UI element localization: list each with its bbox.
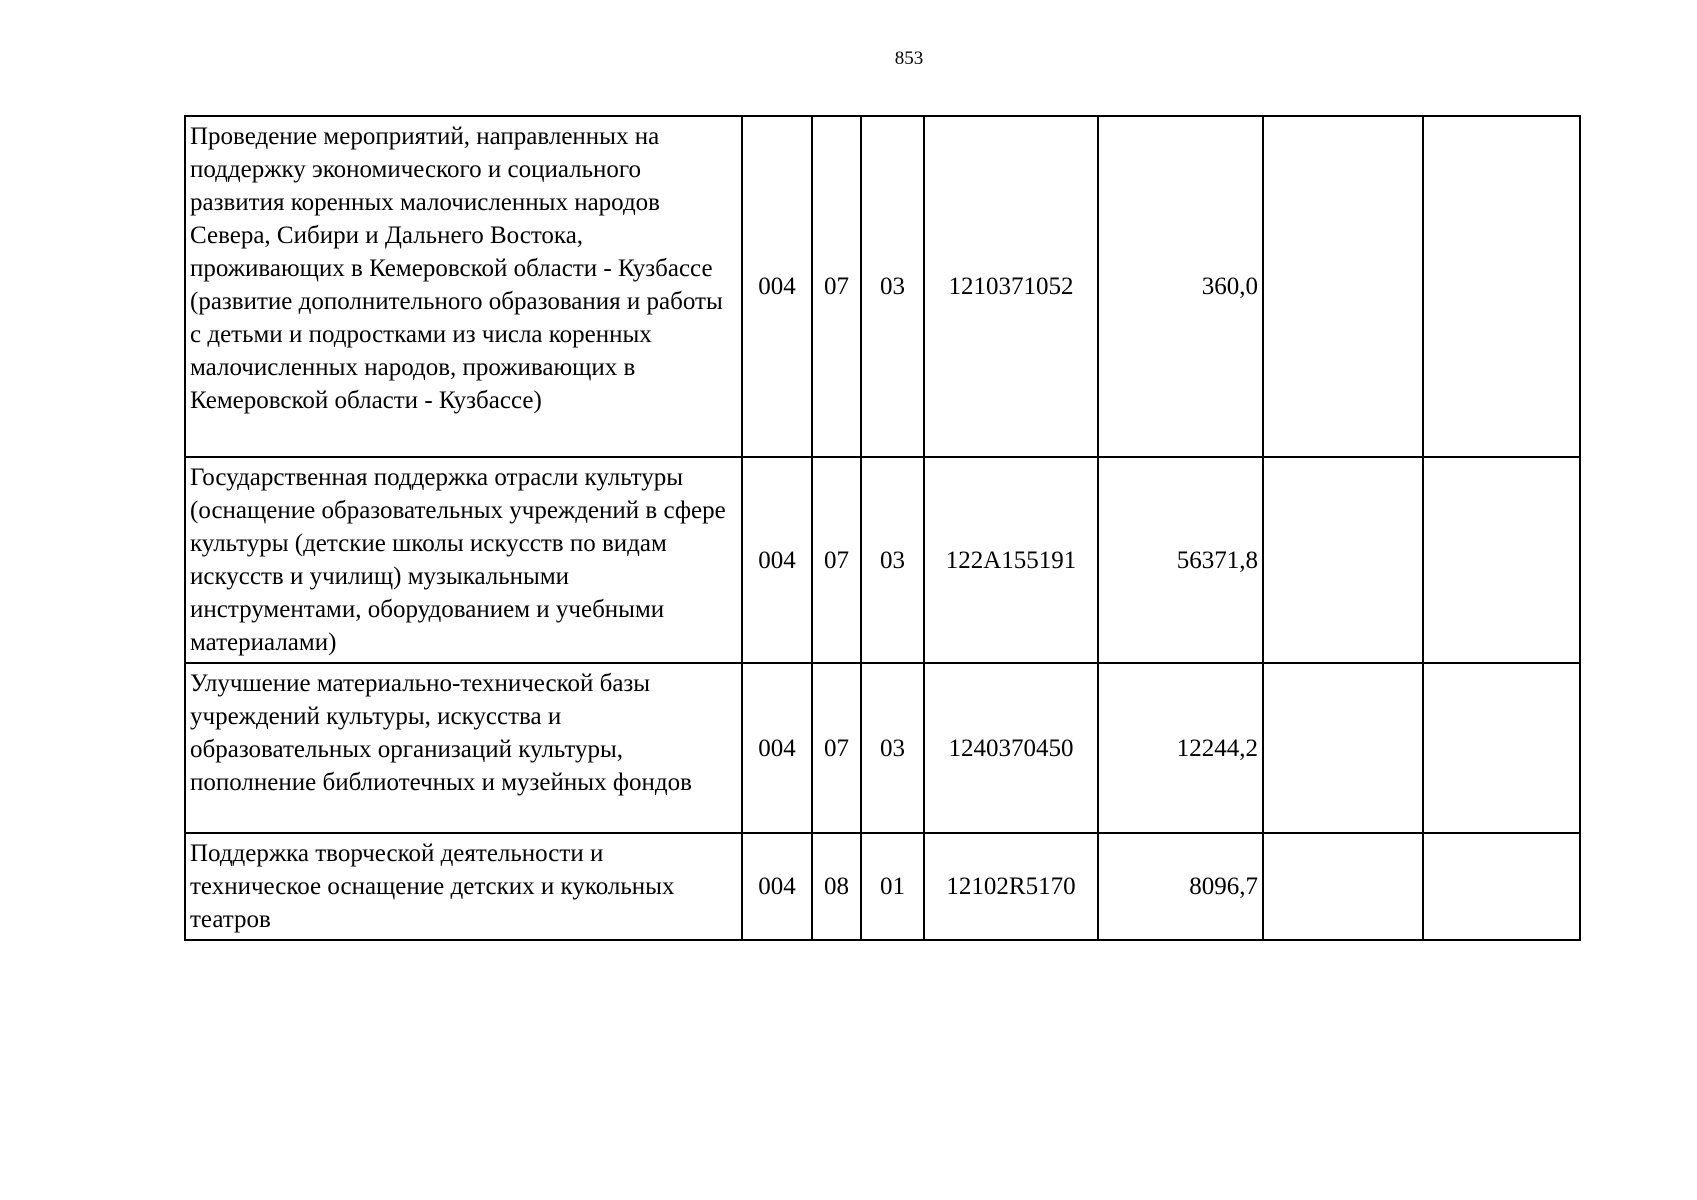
table-row	[185, 457, 1580, 663]
amount-cell: 56371,8	[1098, 457, 1263, 663]
empty-cell	[1423, 833, 1580, 940]
subsection-code-cell: 03	[861, 457, 924, 663]
section-code-cell: 07	[812, 663, 861, 833]
amount-cell: 8096,7	[1098, 833, 1263, 940]
subsection-code-cell: 01	[861, 833, 924, 940]
row-description: Поддержка творческой деятельности и техническое оснащение детских и кукольных театров	[185, 833, 742, 940]
table-row	[185, 833, 1580, 940]
table-row	[185, 663, 1580, 833]
section-code-cell: 07	[812, 116, 861, 457]
empty-cell	[1263, 663, 1423, 833]
row-description: Государственная поддержка отрасли культуры (оснащение образовательных учреждений в сфере культуры (детские школы искусств по видам искусств и училищ) музыкальными инструментами, оборудованием и учебными материалами)	[185, 457, 742, 663]
amount-cell: 360,0	[1098, 116, 1263, 457]
empty-cell	[1423, 116, 1580, 457]
section-code-cell: 08	[812, 833, 861, 940]
empty-cell	[1423, 663, 1580, 833]
target-article-cell: 1210371052	[924, 116, 1098, 457]
empty-cell	[1263, 116, 1423, 457]
table-row	[185, 116, 1580, 457]
row-description: Улучшение материально-технической базы учреждений культуры, искусства и образовательных организаций культуры, пополнение библиотечных и музейных фондов	[185, 663, 742, 833]
row-description: Проведение мероприятий, направленных на поддержку экономического и социального развития коренных малочисленных народов Севера, Сибири и Дальнего Востока, проживающих в Кемеровской области - Кузбассе (развитие дополнительного образования и работы с детьми и подростками из числа коренных малочисленных народов, проживающих в Кемеровской области - Кузбассе)	[185, 116, 742, 457]
ministry-code-cell: 004	[742, 116, 812, 457]
ministry-code-cell: 004	[742, 663, 812, 833]
amount-cell: 12244,2	[1098, 663, 1263, 833]
ministry-code-cell: 004	[742, 457, 812, 663]
ministry-code-cell: 004	[742, 833, 812, 940]
empty-cell	[1263, 457, 1423, 663]
target-article-cell: 12102R5170	[924, 833, 1098, 940]
page-number: 853	[894, 48, 924, 69]
budget-table	[184, 115, 1581, 941]
empty-cell	[1263, 833, 1423, 940]
subsection-code-cell: 03	[861, 663, 924, 833]
empty-cell	[1423, 457, 1580, 663]
target-article-cell: 1240370450	[924, 663, 1098, 833]
subsection-code-cell: 03	[861, 116, 924, 457]
target-article-cell: 122A155191	[924, 457, 1098, 663]
section-code-cell: 07	[812, 457, 861, 663]
